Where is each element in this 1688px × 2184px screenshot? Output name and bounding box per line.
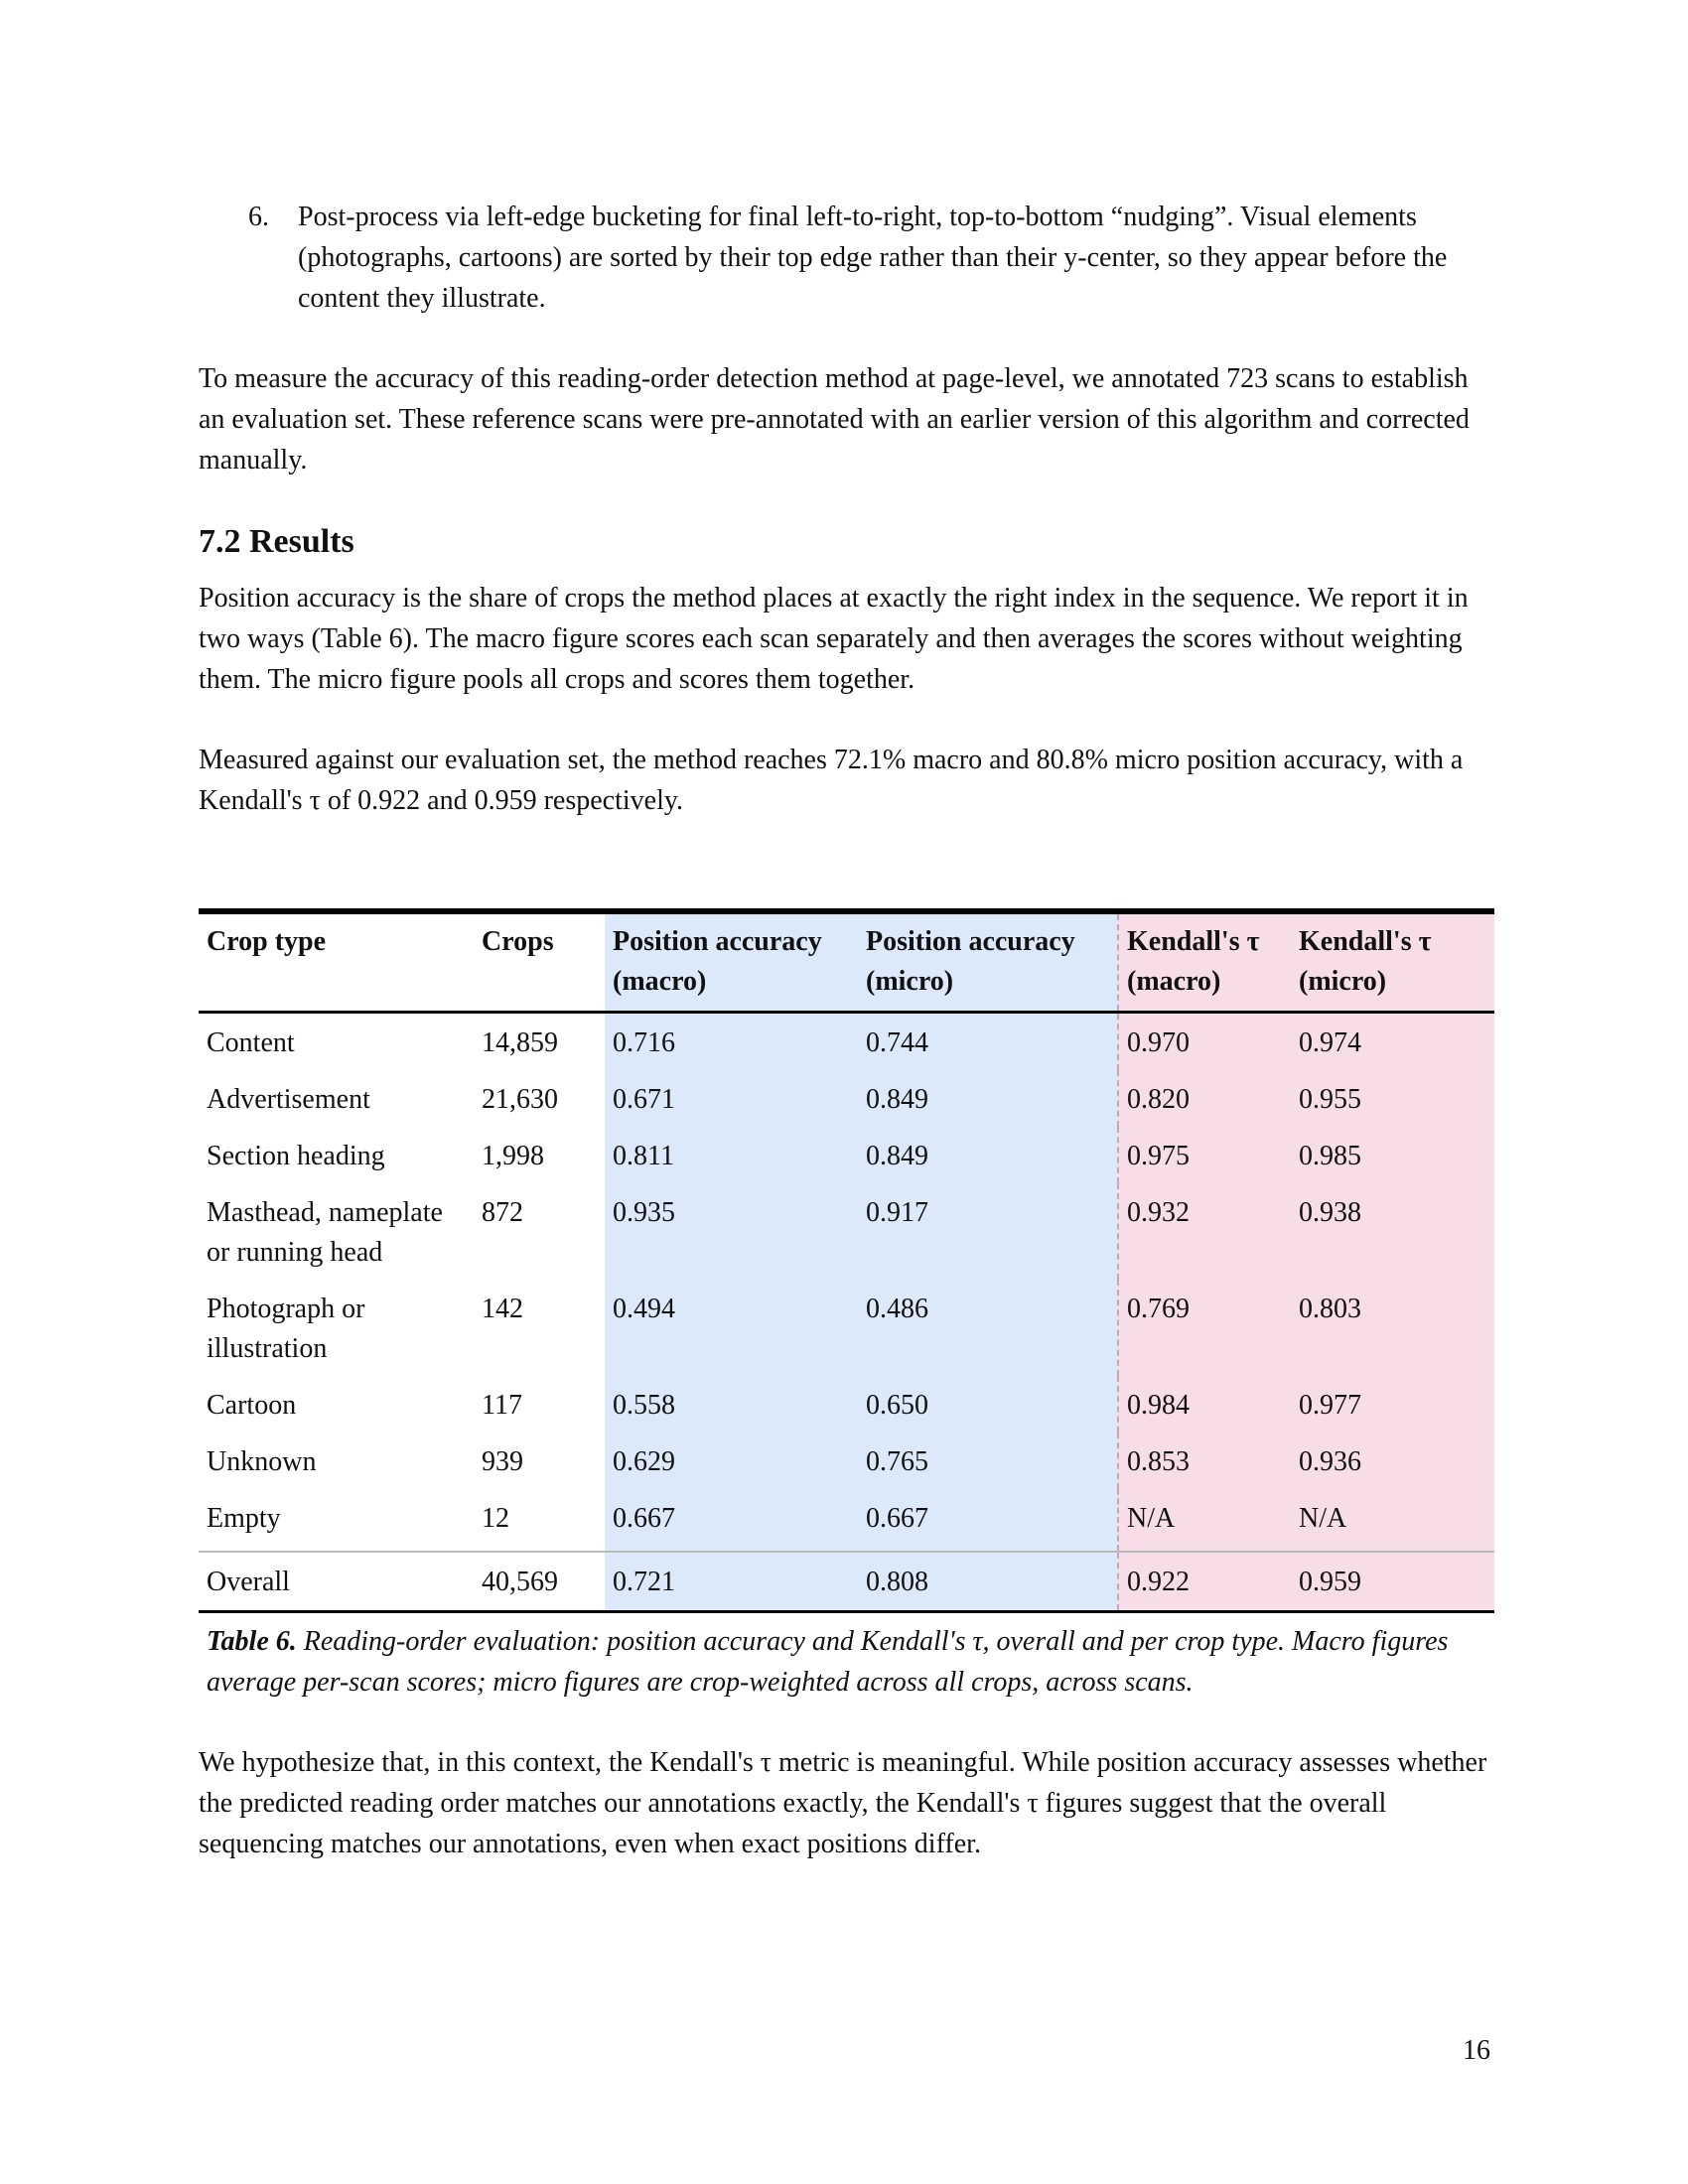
table-caption — [199, 1621, 1494, 1703]
table-cell: 12 — [482, 1503, 509, 1534]
table-cell: 0.716 — [605, 1013, 858, 1071]
table-header-row — [199, 911, 1494, 1013]
table-cell: 21,630 — [482, 1084, 558, 1115]
table-cell: 40,569 — [482, 1567, 558, 1597]
table-cell: 0.955 — [1291, 1070, 1494, 1127]
header-crop-type: Crop type — [207, 926, 327, 957]
table-cell: 0.984 — [1118, 1376, 1291, 1433]
table-cell: Section heading — [207, 1141, 385, 1171]
table-cell: 0.667 — [858, 1489, 1118, 1552]
table-cell: 0.975 — [1118, 1127, 1291, 1183]
header-kendall-micro: Kendall's τ (micro) — [1291, 911, 1494, 1013]
caption-label: Table 6. — [207, 1626, 297, 1657]
results-table — [199, 908, 1494, 1613]
table-cell: Content — [207, 1027, 295, 1058]
table-row — [199, 1376, 1494, 1433]
list-item-text: Post-process via left-edge bucketing for final left-to-right, top-to-bottom “nudging”. Visual elements (photographs, cartoons) are sorted by their top edge rather than their y-center, so they appear before the content they illustrate. — [298, 202, 1448, 314]
table-cell: 1,998 — [482, 1141, 544, 1171]
table-cell: Cartoon — [207, 1390, 297, 1421]
table-cell: 117 — [482, 1390, 522, 1421]
table-cell: 939 — [482, 1446, 523, 1477]
table-cell: 0.494 — [605, 1280, 858, 1376]
page-number: 16 — [1463, 2035, 1490, 2066]
table-cell: 0.721 — [605, 1552, 858, 1612]
table-row — [199, 1070, 1494, 1127]
paragraph: Measured against our evaluation set, the method reaches 72.1% macro and 80.8% micro position accuracy, with a Kendall's τ of 0.922 and 0.959 respectively. — [199, 745, 1464, 816]
header-position-micro: Position accuracy (micro) — [858, 911, 1118, 1013]
caption-text: Reading-order evaluation: position accuracy and Kendall's τ, overall and per crop type. Macro figures average per-scan scores; micro figures are crop-weighted across all crops, across scans. — [207, 1626, 1449, 1698]
table-cell: 0.803 — [1291, 1280, 1494, 1376]
table-row — [199, 1183, 1494, 1280]
table-cell: 0.811 — [605, 1127, 858, 1183]
table-row — [199, 1013, 1494, 1071]
table-cell: 0.808 — [858, 1552, 1118, 1612]
table-row — [199, 1127, 1494, 1183]
table-cell: Empty — [207, 1503, 281, 1534]
table-cell: 0.977 — [1291, 1376, 1494, 1433]
table-cell: Advertisement — [207, 1084, 370, 1115]
table-cell: 0.849 — [858, 1070, 1118, 1127]
table-cell: 0.974 — [1291, 1013, 1494, 1071]
table-cell: 0.650 — [858, 1376, 1118, 1433]
table-row — [199, 1433, 1494, 1489]
table-row-overall — [199, 1552, 1494, 1612]
table-row — [199, 1280, 1494, 1376]
table-cell: 0.853 — [1118, 1433, 1291, 1489]
table-cell: Overall — [207, 1567, 290, 1597]
table-cell: N/A — [1118, 1489, 1291, 1552]
table-cell: 0.938 — [1291, 1183, 1494, 1280]
table-cell: 0.486 — [858, 1280, 1118, 1376]
list-item — [199, 197, 1494, 319]
table-cell: Masthead, nameplate or running head — [207, 1197, 443, 1268]
header-crops: Crops — [482, 926, 554, 957]
table-cell: 0.558 — [605, 1376, 858, 1433]
table-cell: 0.936 — [1291, 1433, 1494, 1489]
table-cell: Unknown — [207, 1446, 317, 1477]
page-body — [199, 197, 1494, 1864]
table-cell: 14,859 — [482, 1027, 558, 1058]
table-cell: 0.765 — [858, 1433, 1118, 1489]
table-cell: 0.959 — [1291, 1552, 1494, 1612]
table-cell: 0.970 — [1118, 1013, 1291, 1071]
table-cell: 0.769 — [1118, 1280, 1291, 1376]
table-cell: 0.671 — [605, 1070, 858, 1127]
section-heading: 7.2 Results — [199, 523, 354, 560]
paragraph: Position accuracy is the share of crops the method places at exactly the right index in the sequence. We report it in two ways (Table 6). The macro figure scores each scan separately and then averages the scores without weighting them. The micro figure pools all crops and scores them together. — [199, 583, 1469, 695]
table-cell: Photograph or illustration — [207, 1294, 365, 1364]
table-cell: 0.917 — [858, 1183, 1118, 1280]
table-cell: 0.629 — [605, 1433, 858, 1489]
table-row — [199, 1489, 1494, 1552]
paragraph: To measure the accuracy of this reading-order detection method at page-level, we annotated 723 scans to establish an evaluation set. These reference scans were pre-annotated with an earlier version of this algorithm and corrected manually. — [199, 363, 1470, 476]
table-cell: 142 — [482, 1294, 523, 1324]
header-position-macro: Position accuracy (macro) — [605, 911, 858, 1013]
table-cell: 872 — [482, 1197, 523, 1228]
table-cell: 0.922 — [1118, 1552, 1291, 1612]
table-cell: 0.820 — [1118, 1070, 1291, 1127]
table-cell: N/A — [1291, 1489, 1494, 1552]
list-number: 6. — [248, 202, 269, 232]
table-cell: 0.985 — [1291, 1127, 1494, 1183]
table-cell: 0.744 — [858, 1013, 1118, 1071]
table-cell: 0.932 — [1118, 1183, 1291, 1280]
table-cell: 0.849 — [858, 1127, 1118, 1183]
table-cell: 0.667 — [605, 1489, 858, 1552]
header-kendall-macro: Kendall's τ (macro) — [1118, 911, 1291, 1013]
table-cell: 0.935 — [605, 1183, 858, 1280]
paragraph: We hypothesize that, in this context, the Kendall's τ metric is meaningful. While position accuracy assesses whether the predicted reading order matches our annotations exactly, the Kendall's τ figures suggest that the overall sequencing matches our annotations, even when exact positions differ. — [199, 1747, 1487, 1859]
